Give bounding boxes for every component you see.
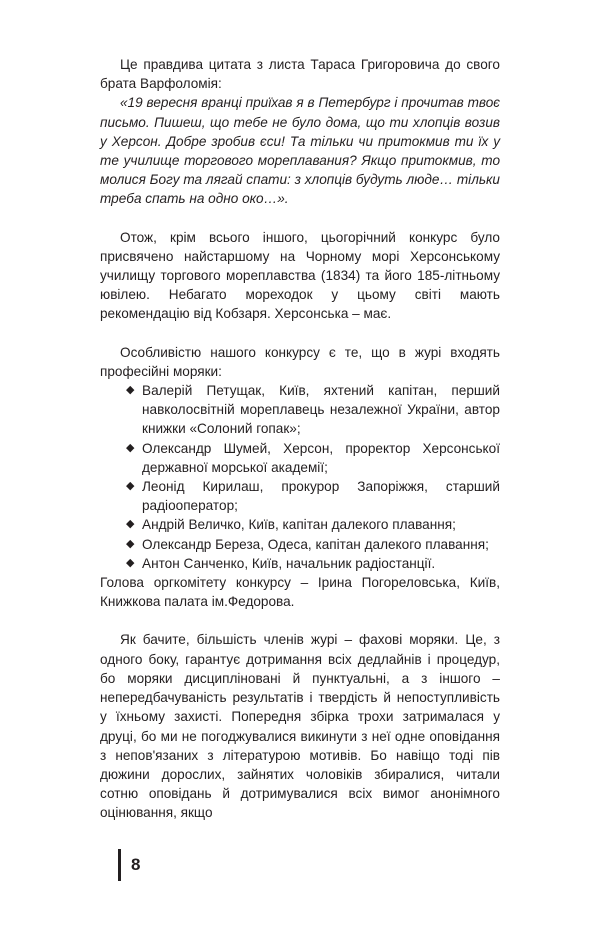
diamond-bullet-icon: ◆ — [126, 441, 135, 454]
list-item: ◆ Андрій Величко, Київ, капітан далекого плавання; — [126, 515, 500, 534]
paragraph-gap — [100, 324, 500, 343]
diamond-bullet-icon: ◆ — [126, 518, 135, 531]
list-item: ◆ Валерій Петущак, Київ, яхтений капітан, перший навколосвітній мореплавець незалежної України, автор книжки «Солоний гопак»; — [126, 383, 500, 437]
diamond-bullet-icon: ◆ — [126, 556, 135, 569]
body-text — [100, 55, 500, 823]
diamond-bullet-icon: ◆ — [126, 537, 135, 550]
list-item: ◆ Олександр Береза, Одеса, капітан далекого плавання; — [126, 535, 500, 554]
jury-list — [100, 381, 500, 573]
contest-paragraph: Отож, крім всього іншого, цьогорічний конкурс було присвячено найстаршому на Чорному морі Херсонському училищу торгового мореплавства (1834) та його 185-літньому ювілею. Небагато мореходок у цьому світі мають рекомендацію від Кобзаря. Херсонська – має. — [100, 229, 500, 322]
letter-quote: «19 вересня вранці приїхав я в Петербург і прочитав твоє письмо. Пишеш, що тебе не було дома, що ти хлопців возив у Херсон. Добре зробив єси! Та тільки чи притокмив ти їх у те училище торгового мореплавания? Якщо притокмив, то молися Богу та лягай спати: з хлопців будуть люде… тільки треба спать на одно око…». — [100, 95, 500, 207]
diamond-bullet-icon: ◆ — [126, 480, 135, 493]
intro-paragraph: Це правдива цитата з листа Тараса Григоровича до свого брата Варфоломія: — [100, 57, 500, 92]
jury-intro-paragraph: Особливістю нашого конкурсу є те, що в журі входять професійні моряки: — [100, 344, 500, 379]
list-item: ◆ Олександр Шумей, Херсон, проректор Херсонської державної морської академії; — [126, 440, 500, 475]
page-number-bar — [118, 849, 121, 881]
list-item: ◆ Антон Санченко, Київ, начальник радіостанції. — [126, 554, 500, 573]
paragraph-gap — [100, 611, 500, 630]
closing-paragraph: Як бачите, більшість членів журі – фахові моряки. Це, з одного боку, гарантує дотримання всіх дедлайнів і процедур, бо моряки дисципліновані й пунктуальні, а з іншого – непередбачуваність результатів і твердість й непоступливість у їхньому захисті. Попередня збірка трохи затрималася у друці, бо ми не погоджувалися викинути з неї одне оповідання з непов'язаних з літературою мотивів. Бо навіщо тоді пів дюжини дорослих, зайнятих чоловіків збиралися, читали сотню оповідань й дотримувалися всіх вимог анонімного оцінювання, якщо — [100, 632, 500, 821]
diamond-bullet-icon: ◆ — [126, 384, 135, 397]
organizer-paragraph: Голова оргкомітету конкурсу – Ірина Погореловська, Київ, Книжкова палата ім.Федорова. — [100, 575, 500, 610]
list-item: ◆ Леонід Кирилаш, прокурор Запоріжжя, старший радіооператор; — [126, 479, 500, 514]
paragraph-gap — [100, 209, 500, 228]
page-number: 8 — [131, 855, 141, 874]
page-number-block — [118, 848, 140, 882]
